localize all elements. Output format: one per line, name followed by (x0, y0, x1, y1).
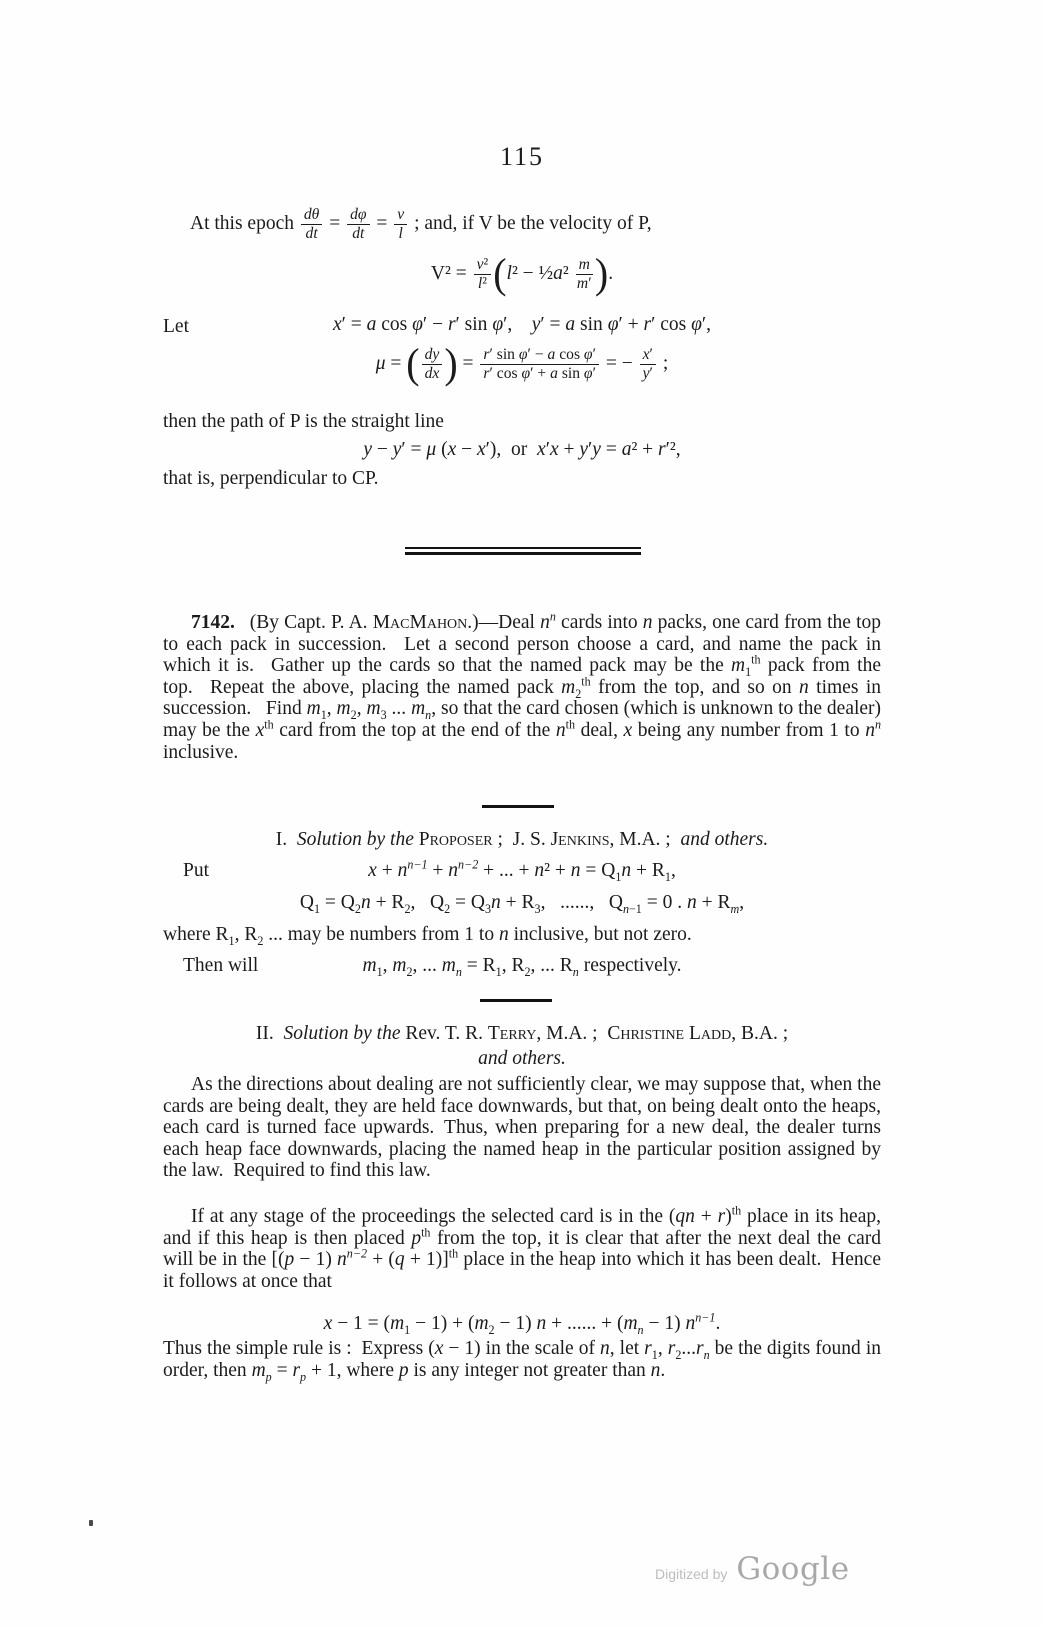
solution-1-put-row (163, 857, 881, 884)
digitization-watermark (655, 1551, 850, 1587)
divider-rule-2 (480, 999, 552, 1002)
solution-1-where-line: where $R_1$, $R_2$ ... may be numbers from 1 to n inclusive, but not zero. (163, 924, 692, 948)
page-number: 115 (499, 142, 545, 171)
equation-xy-definitions: x′ = a cos φ′ − r′ sin φ′, y′ = a sin φ′ + r′ cos φ′, (332, 314, 712, 335)
intro-line-perpendicular: that is, perpendicular to CP. (163, 468, 379, 489)
divider-rule-1 (482, 805, 554, 808)
equation-velocity: V² = $\frac{\text{v²}}{\text{l²}}$ (l² − ½a² $\frac{m}{m'}$ ). (430, 250, 614, 298)
solution-2-heading-line2: and others. (478, 1048, 566, 1069)
scan-artifact-dot (89, 1520, 93, 1526)
solution-1-heading: I. Solution by the Proposer ; J. S. Jenkins, M.A. ; and others. (275, 829, 769, 850)
intro-line-path: then the path of P is the straight line (163, 411, 444, 432)
then-will-label: Then will (183, 955, 259, 976)
equation-then-will: $m_1$, $m_2$, ... $m_n = R_1$, $R_2$, ... $R_n$ respectively. (362, 955, 682, 979)
solution-2-paragraph-3: Thus the simple rule is : Express (x − 1) in the scale of n, let $r_1$, $r_2...r_n$ be the digits found in order, then $m_p = r_p + 1$, where p is any integer not greater than n. (163, 1338, 881, 1384)
row-let (163, 314, 881, 336)
solution-2-heading-line1: II. Solution by the Rev. T. R. Terry, M.A. ; Christine Ladd, B.A. ; (255, 1023, 789, 1044)
equation-put: $x + n^{n-1} + n^{n-2}$ + ... + $n^2 + n = Q_1n + R_1$, (368, 857, 676, 884)
solution-1-then-row (163, 955, 881, 977)
let-label: Let (163, 316, 189, 337)
divider-double-rule (405, 547, 641, 555)
equation-quotients: $Q_1 = Q_2n + R_2$, $Q_2 = Q_3n + R_3$, ......, $Q_{n-1} = 0$ . $n + R_m$, (299, 892, 745, 916)
problem-7142-statement: 7142. (By Capt. P. A. MacMahon.)—Deal $n^n$ cards into n packs, one card from the top to each pack in succession. Let a second person choose a card, and name the pack in which it is. Gather up the cards so that the named pack may be the $m_1^{th}$ pack from the top. Repeat the above, placing the named pack $m_2^{th}$ from the top, and so on n times in succession. Find $m_1$, $m_2$, $m_3$ ... $m_n$, so that the card chosen (which is unknown to the dealer) may be the $x^{th}$ card from the top at the end of the $n^{th}$ deal, x being any number from 1 to $n^n$ inclusive. (163, 609, 882, 763)
equation-mu-slope: μ = ( $\frac{dy}{dx}$ ) = $\frac{\text{r′ sin φ′ − a cos φ′}}{\text{r′ cos φ′ + a sin φ′}}$ = − $\frac{x'}{y'}$ ; (375, 340, 669, 388)
equation-straight-line: y − y′ = μ (x − x′), or x′x + y′y = a² + r′², (363, 439, 681, 460)
equation-scale-rule: $x - 1 = (m_1 - 1) + (m_2 - 1) n$ + ...... + $(m_n - 1)$ $n^{n-1}$. (323, 1310, 721, 1337)
put-label: Put (183, 860, 210, 881)
solution-2-paragraph-2: If at any stage of the proceedings the selected card is in the (qn + r)$^{th}$ place in its heap, and if this heap is then placed $p^{th}$ from the top, it is clear that after the next deal the card will be in the [(p − 1) $n^{n-2} + (q + 1)]^{th}$ place in the heap into which it has been dealt. Hence it follows at once that (163, 1203, 881, 1292)
digitized-by-label: Digitized by (655, 1566, 728, 1582)
intro-line-epoch: At this epoch $\frac{d\theta}{dt}$ = $\frac{d\varphi}{dt}$ = $\frac{v}{l}$ ; and, if V be the velocity of P, (190, 206, 652, 242)
solution-2-paragraph-1: As the directions about dealing are not sufficiently clear, we may suppose that, when the cards are being dealt, they are held face downwards, but that, on being dealt onto the heaps, each card is turned face upwards. Thus, when preparing for a new deal, the dealer turns each heap face downwards, placing the named heap in the particular position assigned by the law. Required to find this law. (163, 1074, 881, 1182)
google-logo: Google (736, 1551, 850, 1587)
